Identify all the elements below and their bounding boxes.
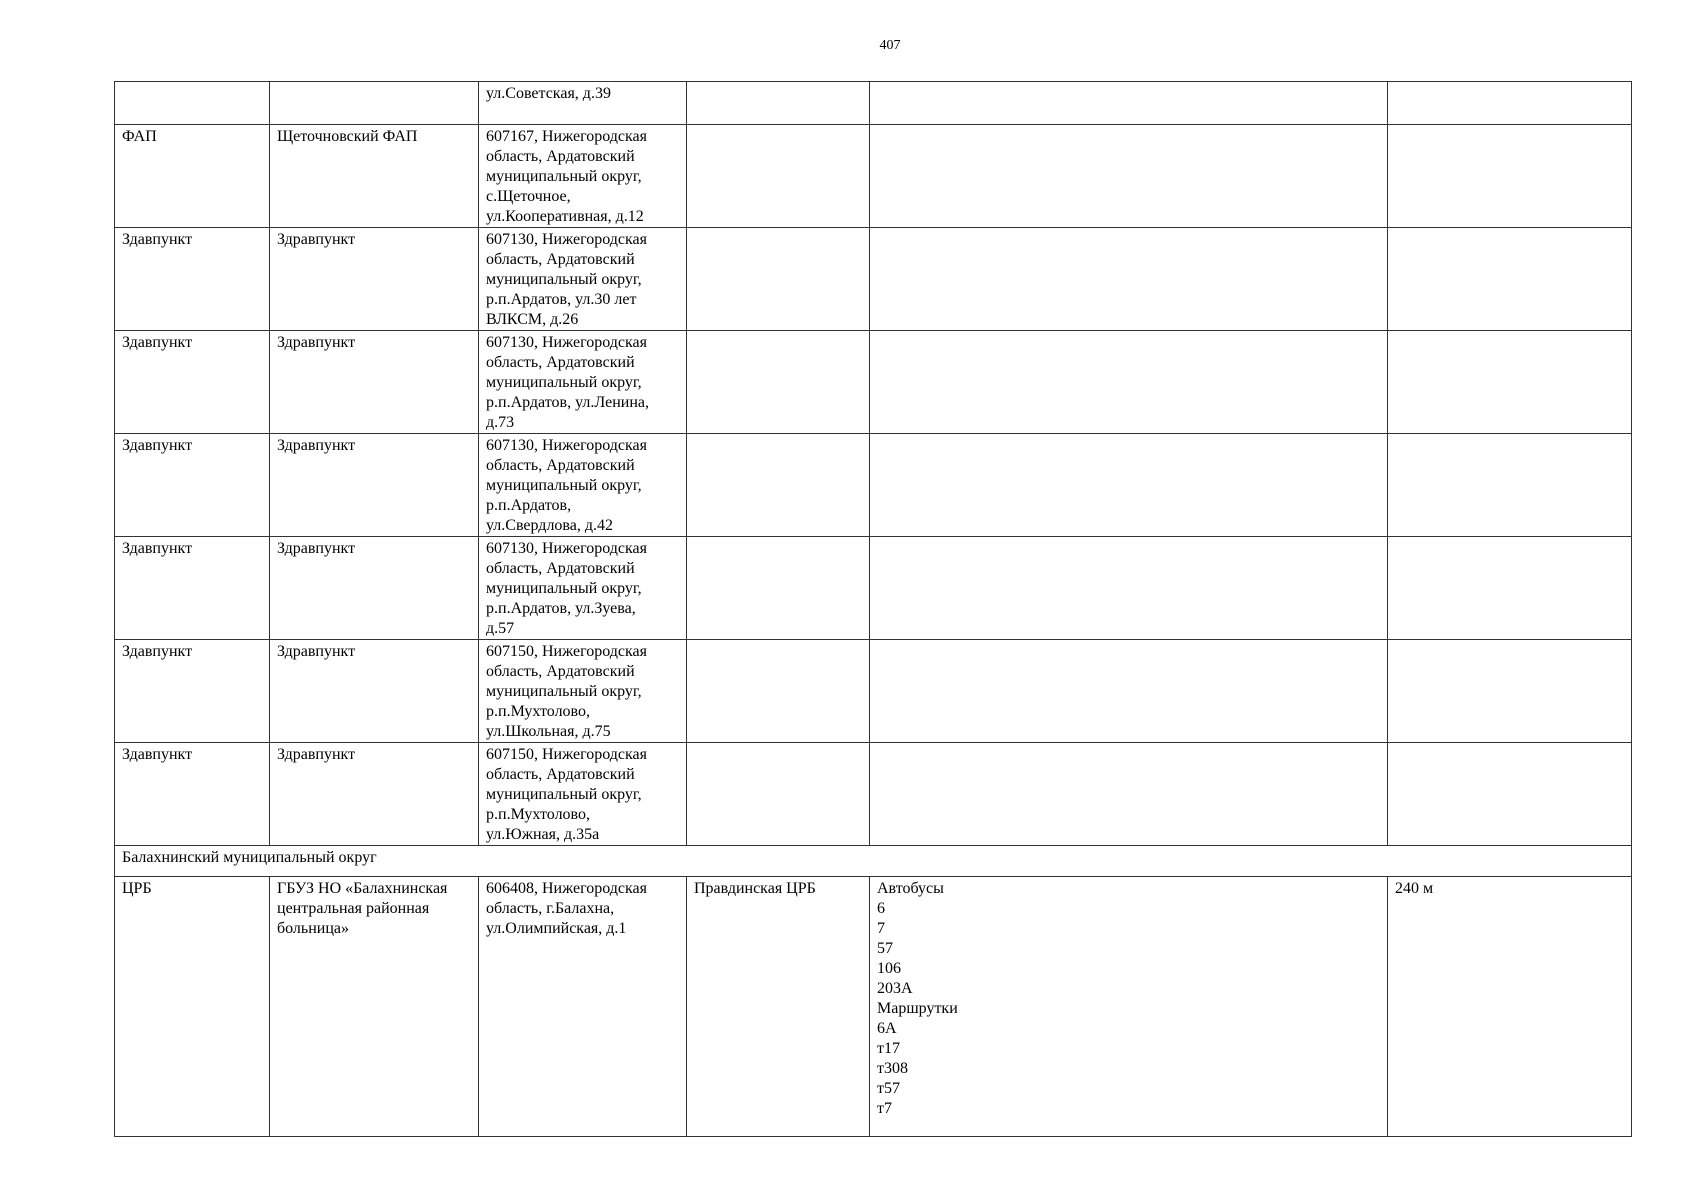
section-header-row — [115, 846, 1632, 877]
table-cell-address: 607167, Нижегородская область, Ардатовский муниципальный округ, с.Щеточное, ул.Кооперативная, д.12 — [479, 125, 687, 228]
table-cell-distance — [1388, 537, 1632, 640]
table-cell-address: 606408, Нижегородская область, г.Балахна, ул.Олимпийская, д.1 — [479, 877, 687, 1137]
table-cell-routes — [870, 82, 1388, 125]
table-cell-type: Здавпункт — [115, 640, 270, 743]
table-cell-stop — [687, 434, 870, 537]
table-cell-address: 607150, Нижегородская область, Ардатовский муниципальный округ, р.п.Мухтолово, ул.Школьная, д.75 — [479, 640, 687, 743]
table-cell-routes — [870, 743, 1388, 846]
section-title: Балахнинский муниципальный округ — [115, 846, 1632, 877]
table-cell-stop — [687, 82, 870, 125]
table-cell-stop: Правдинская ЦРБ — [687, 877, 870, 1137]
table-cell-name: Здравпункт — [270, 537, 479, 640]
table-row — [115, 434, 1632, 537]
table-cell-address: 607130, Нижегородская область, Ардатовский муниципальный округ, р.п.Ардатов, ул.Свердлова, д.42 — [479, 434, 687, 537]
table-cell-routes: Автобусы 6 7 57 106 203А Маршрутки 6А т17 т308 т57 т7 — [870, 877, 1388, 1137]
table-cell-distance — [1388, 434, 1632, 537]
table-cell-routes — [870, 434, 1388, 537]
table-cell-distance — [1388, 331, 1632, 434]
table-cell-stop — [687, 743, 870, 846]
table-cell-distance: 240 м — [1388, 877, 1632, 1137]
table-cell-name: Здравпункт — [270, 640, 479, 743]
table-cell-address: 607150, Нижегородская область, Ардатовский муниципальный округ, р.п.Мухтолово, ул.Южная, д.35а — [479, 743, 687, 846]
table-cell-name: Здравпункт — [270, 743, 479, 846]
table-cell-stop — [687, 537, 870, 640]
table-cell-distance — [1388, 82, 1632, 125]
table-row — [115, 537, 1632, 640]
table-cell-name: ГБУЗ НО «Балахнинская центральная районная больница» — [270, 877, 479, 1137]
table-cell-type: Здавпункт — [115, 331, 270, 434]
table-cell-address: ул.Советская, д.39 — [479, 82, 687, 125]
table-cell-routes — [870, 228, 1388, 331]
table-row — [115, 877, 1632, 1137]
table-row — [115, 743, 1632, 846]
table-cell-routes — [870, 125, 1388, 228]
table-cell-distance — [1388, 125, 1632, 228]
table-row — [115, 640, 1632, 743]
table-cell-distance — [1388, 228, 1632, 331]
table-cell-name: Здравпункт — [270, 434, 479, 537]
table-cell-distance — [1388, 640, 1632, 743]
table-cell-type: Здавпункт — [115, 228, 270, 331]
table-row — [115, 125, 1632, 228]
table-cell-name — [270, 82, 479, 125]
document-table — [114, 81, 1632, 1137]
table-cell-type: ФАП — [115, 125, 270, 228]
table-row — [115, 228, 1632, 331]
table-cell-type: ЦРБ — [115, 877, 270, 1137]
table-cell-address: 607130, Нижегородская область, Ардатовский муниципальный округ, р.п.Ардатов, ул.Ленина, д.73 — [479, 331, 687, 434]
table-row — [115, 82, 1632, 125]
table-cell-stop — [687, 640, 870, 743]
table-cell-type — [115, 82, 270, 125]
page-number: 407 — [879, 38, 901, 53]
table-cell-address: 607130, Нижегородская область, Ардатовский муниципальный округ, р.п.Ардатов, ул.30 лет ВЛКСМ, д.26 — [479, 228, 687, 331]
table-cell-type: Здавпункт — [115, 537, 270, 640]
table-cell-name: Щеточновский ФАП — [270, 125, 479, 228]
table-cell-stop — [687, 331, 870, 434]
table-cell-routes — [870, 331, 1388, 434]
table-cell-name: Здравпункт — [270, 228, 479, 331]
table-cell-stop — [687, 228, 870, 331]
table-cell-name: Здравпункт — [270, 331, 479, 434]
table-cell-distance — [1388, 743, 1632, 846]
table-cell-routes — [870, 640, 1388, 743]
table-cell-routes — [870, 537, 1388, 640]
table-cell-type: Здавпункт — [115, 434, 270, 537]
table-cell-address: 607130, Нижегородская область, Ардатовский муниципальный округ, р.п.Ардатов, ул.Зуева, д.57 — [479, 537, 687, 640]
table-cell-stop — [687, 125, 870, 228]
table-row — [115, 331, 1632, 434]
table-cell-type: Здавпункт — [115, 743, 270, 846]
